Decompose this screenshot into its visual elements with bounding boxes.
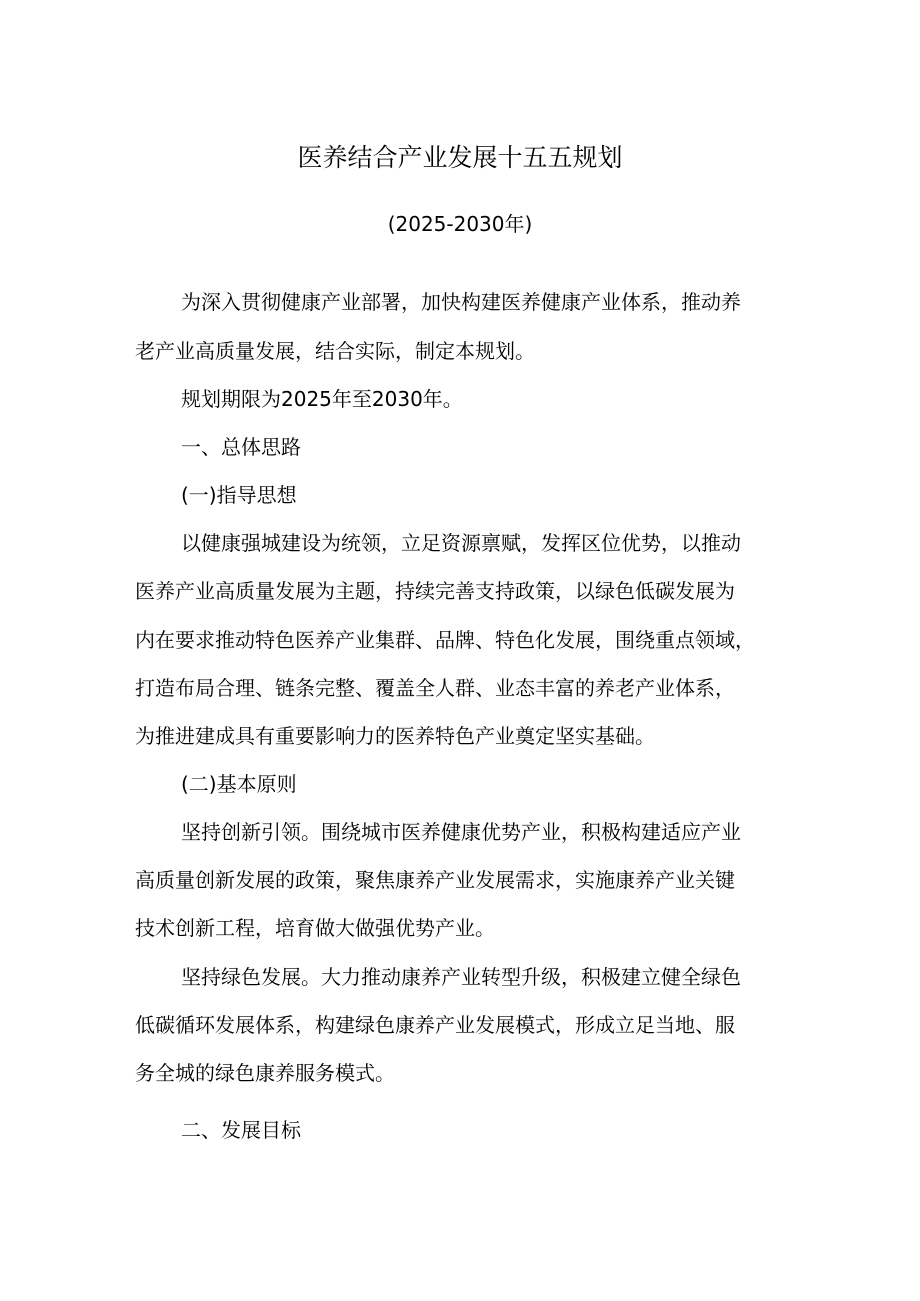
paragraph-innovation-line-2: 高质量创新发展的政策，聚焦康养产业发展需求，实施康养产业关键 (135, 868, 735, 892)
paragraph-innovation-line-1: 坚持创新引领。围绕城市医养健康优势产业，积极构建适应产业 (181, 820, 741, 844)
paragraph-green-line-2: 低碳循环发展体系，构建绿色康养产业发展模式，形成立足当地、服 (135, 1013, 735, 1037)
heading-section-1: 一、总体思路 (181, 435, 301, 459)
paragraph-intro-line-2: 老产业高质量发展，结合实际，制定本规划。 (135, 339, 535, 363)
paragraph-green-line-1: 坚持绿色发展。大力推动康养产业转型升级，积极建立健全绿色 (181, 965, 741, 989)
document-subtitle: (2025-2030年) (387, 212, 533, 236)
paragraph-guiding-line-3: 内在要求推动特色医养产业集群、品牌、特色化发展，围绕重点领域， (135, 628, 755, 652)
paragraph-guiding-line-5: 为推进建成具有重要影响力的医养特色产业奠定坚实基础。 (135, 724, 655, 748)
paragraph-period: 规划期限为2025年至2030年。 (181, 387, 463, 411)
paragraph-guiding-line-4: 打造布局合理、链条完整、覆盖全人群、业态丰富的养老产业体系， (135, 676, 735, 700)
paragraph-guiding-line-1: 以健康强城建设为统领，立足资源禀赋，发挥区位优势，以推动 (181, 531, 741, 555)
paragraph-guiding-line-2: 医养产业高质量发展为主题，持续完善支持政策，以绿色低碳发展为 (135, 579, 735, 603)
document-title: 医养结合产业发展十五五规划 (297, 143, 623, 172)
heading-section-2: 二、发展目标 (181, 1118, 301, 1142)
heading-subsection-2: (二)基本原则 (181, 772, 297, 796)
heading-subsection-1: (一)指导思想 (181, 483, 297, 507)
paragraph-intro-line-1: 为深入贯彻健康产业部署，加快构建医养健康产业体系，推动养 (181, 290, 741, 314)
paragraph-innovation-line-3: 技术创新工程，培育做大做强优势产业。 (135, 916, 495, 940)
paragraph-green-line-3: 务全城的绿色康养服务模式。 (135, 1061, 395, 1085)
